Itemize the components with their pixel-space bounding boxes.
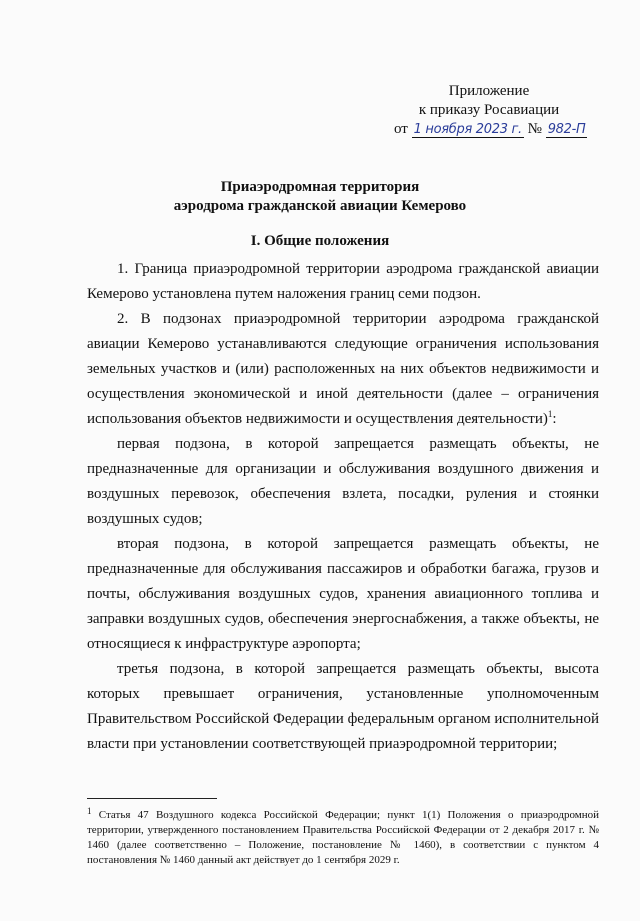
paragraph-2 [87,307,599,432]
subzone-1-paragraph: первая подзона, в которой запрещается размещать объекты, не предназначенные для организации и обслуживания воздушного движения и воздушных перевозок, обеспечения взлета, посадки, руления и стоянки воздушных судов; [87,436,599,527]
document-body [87,257,599,757]
footnote [87,808,599,868]
section-heading: I. Общие положения [250,233,390,249]
title-line-2: аэродрома гражданской авиации Кемерово [173,198,467,214]
paragraph-2-end: : [552,411,557,427]
paragraph-2-text: 2. В подзонах приаэродромной территории аэродрома гражданской авиации Кемерово устанавливаются следующие ограничения использования земельных участков и (или) расположенных на них объектов недвижимости и осуществления экономической и иной деятельности (далее – ограничения использования объектов недвижимости и осуществления деятельности) [87,311,599,427]
subzone-2-paragraph: вторая подзона, в которой запрещается размещать объекты, не предназначенные для обслуживания пассажиров и обработки багажа, грузов и почты, обслуживания воздушных судов, хранения авиационного топлива и заправки воздушных судов, обеспечения энергоснабжения, а также объекты, не относящиеся к инфраструктуре аэропорта; [87,536,599,652]
subzone-3-paragraph: третья подзона, в которой запрещается размещать объекты, высота которых превышает ограничения, установленные уполномоченным Правительством Российской Федерации федеральным органом исполнительной власти при установлении соответствующей приаэродромной территории; [87,661,599,752]
date-prefix: от [394,121,408,137]
footnote-text: Статья 47 Воздушного кодекса Российской Федерации; пункт 1(1) Положения о приаэродромной территории, утвержденного постановлением Правительства Российской Федерации от 2 декабря 2017 г. № 1460 (далее соответственно – Положение, постановление № 1460), в соответствии с пунктом 4 постановления № 1460 данный акт действует до 1 сентября 2029 г. [87,809,599,866]
appendix-order-ref: к приказу Росавиации [418,102,560,118]
appendix-label: Приложение [448,83,530,99]
number-prefix: № [527,121,542,137]
appendix-date-number [394,120,584,139]
paragraph-1: 1. Граница приаэродромной территории аэродрома гражданской авиации Кемерово установлена путем наложения границ семи подзон. [87,261,599,302]
title-line-1: Приаэродромная территория [220,179,420,195]
footnote-marker: 1 [87,806,92,816]
document-title [0,178,640,216]
appendix-block [394,82,584,139]
handwritten-date: 1 ноября 2023 г. [413,122,522,137]
handwritten-number: 982-П [547,122,586,137]
footnote-reference: 1 [547,409,553,419]
footnote-divider [87,798,217,799]
